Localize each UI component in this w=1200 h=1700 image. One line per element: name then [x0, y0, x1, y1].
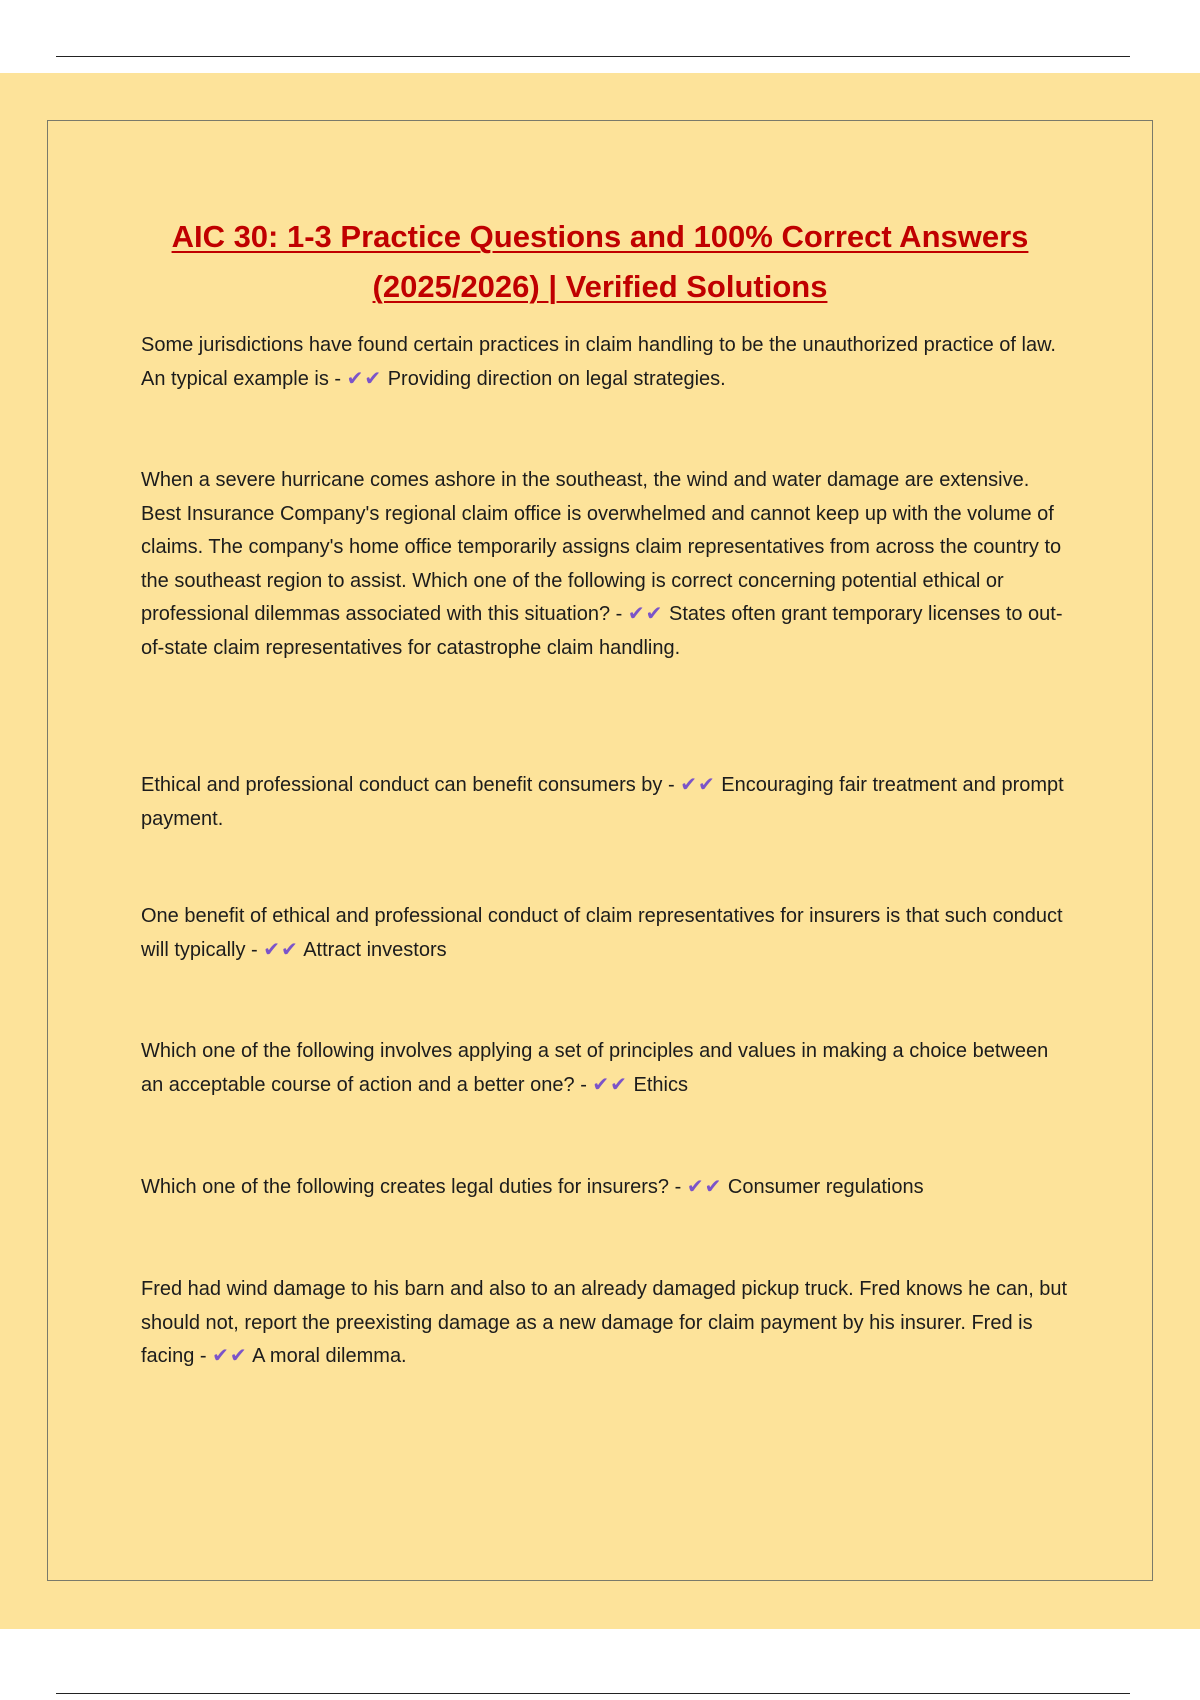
question-text: Ethical and professional conduct can benefit consumers by - [141, 774, 675, 796]
check-icon: ✔✔ [263, 938, 299, 961]
question-text: Fred had wind damage to his barn and also to an already damaged pickup truck. Fred knows he can, but should not, report the preexisting damage as a new damage for claim payment by his insurer. Fred is facing - [141, 1278, 1068, 1367]
check-icon: ✔✔ [627, 603, 664, 625]
question-text: Which one of the following involves applying a set of principles and values in making a choice between an acceptable course of action and a better one? - [141, 1040, 1049, 1096]
question-text: Some jurisdictions have found certain practices in claim handling to be the unauthorized practice of law. An typical example is - [141, 334, 1056, 390]
answer-text: Attract investors [303, 938, 447, 961]
check-icon: ✔✔ [346, 367, 383, 390]
answer-text: Ethics [633, 1073, 688, 1096]
qa-item [141, 1171, 1071, 1205]
bottom-rule [56, 1693, 1130, 1694]
check-icon: ✔✔ [680, 774, 716, 796]
answer-text: Consumer regulations [727, 1176, 924, 1198]
check-icon: ✔✔ [212, 1345, 248, 1367]
qa-item [141, 329, 1071, 396]
top-rule [56, 56, 1130, 57]
qa-item [141, 900, 1071, 967]
qa-item [141, 1273, 1071, 1374]
answer-text: States often grant temporary licenses to out-of-state claim representatives for catastrophe claim handling. [141, 603, 1063, 659]
check-icon: ✔✔ [592, 1073, 628, 1096]
answer-text: A moral dilemma. [252, 1345, 407, 1367]
question-text: One benefit of ethical and professional conduct of claim representatives for insurers is that such conduct will typically - [141, 905, 1063, 961]
question-text: Which one of the following creates legal duties for insurers? - [141, 1176, 682, 1198]
qa-item [141, 464, 1071, 665]
qa-item [141, 1035, 1071, 1102]
answer-text: Encouraging fair treatment and prompt payment. [141, 774, 1064, 830]
qa-item [141, 769, 1071, 836]
question-text: When a severe hurricane comes ashore in the southeast, the wind and water damage are extensive. Best Insurance Company's regional claim office is overwhelmed and cannot keep up with the volume of claims. The company's home office temporarily assigns claim representatives from across the country to the southeast region to assist. Which one of the following is correct concerning potential ethical or professional dilemmas associated with this situation? - [141, 469, 1062, 625]
document-title: AIC 30: 1-3 Practice Questions and 100% Correct Answers (2025/2026) | Verified Solutions [171, 219, 1029, 304]
check-icon: ✔✔ [686, 1176, 723, 1198]
answer-text: Providing direction on legal strategies. [387, 367, 726, 390]
